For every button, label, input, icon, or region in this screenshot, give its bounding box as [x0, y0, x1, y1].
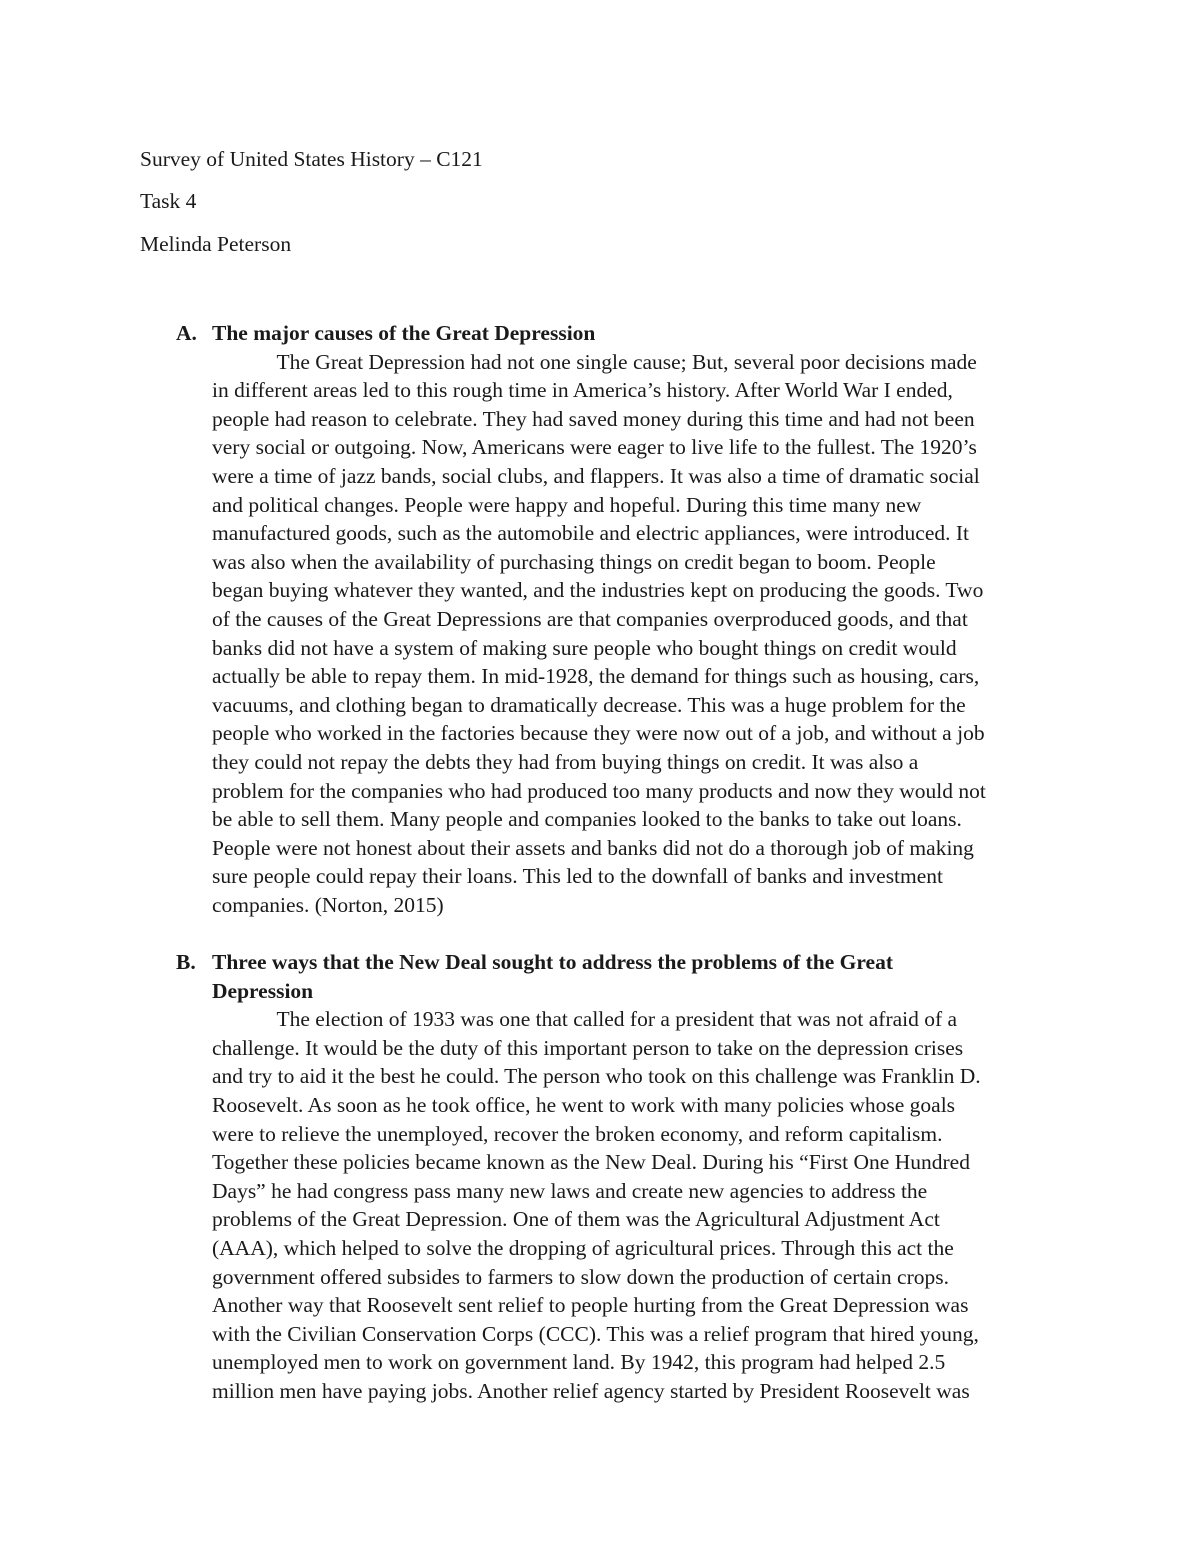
section-b-paragraph: The election of 1933 was one that called for a president that was not afraid of a challenge. It would be the duty of this important person to take on the depression crises and try to aid it the best he could. The person who took on this challenge was Franklin D. Roosevelt. As soon as he took office, he went to work with many policies whose goals were to relieve the unemployed, recover the broken economy, and reform capitalism. Together these policies became known as the New Deal. During his “First One Hundred Days” he had congress pass many new laws and create new agencies to address the problems of the Great Depression. One of them was the Agricultural Adjustment Act (AAA), which helped to solve the dropping of agricultural prices. Through this act the government offered subsides to farmers to slow down the production of certain crops. Another way that Roosevelt sent relief to people hurting from the Great Depression was with the Civilian Conservation Corps (CCC). This was a relief program that hired young, unemployed men to work on government land. By 1942, this program had helped 2.5 million men have paying jobs. Another relief agency started by President Roosevelt was	[212, 1007, 981, 1403]
section-a-heading: The major causes of the Great Depression	[212, 321, 596, 345]
section-a-letter: A.	[176, 321, 197, 345]
section-b-heading-line-1: Three ways that the New Deal sought to address the problems of the Great	[212, 950, 893, 974]
section-b-heading-line-2: Depression	[212, 978, 314, 1003]
author-name: Melinda Peterson	[140, 232, 292, 256]
section-b-body	[212, 948, 1070, 1406]
section-a-body	[212, 319, 1070, 919]
section-b-letter: B.	[176, 950, 196, 974]
course-title: Survey of United States History – C121	[140, 147, 483, 171]
task-label: Task 4	[140, 189, 197, 213]
section-a-paragraph: The Great Depression had not one single cause; But, several poor decisions made in different areas led to this rough time in America’s history. After World War I ended, people had reason to celebrate. They had saved money during this time and had not been very social or outgoing. Now, Americans were eager to live life to the fullest. The 1920’s were a time of jazz bands, social clubs, and flappers. It was also a time of dramatic social and political changes. People were happy and hopeful. During this time many new manufactured goods, such as the automobile and electric appliances, were introduced. It was also when the availability of purchasing things on credit began to boom. People began buying whatever they wanted, and the industries kept on producing the goods. Two of the causes of the Great Depressions are that companies overproduced goods, and that banks did not have a system of making sure people who bought things on credit would actually be able to repay them. In mid-1928, the demand for things such as housing, cars, vacuums, and clothing began to dramatically decrease. This was a huge problem for the people who worked in the factories because they were now out of a job, and without a job they could not repay the debts they had from buying things on credit. It was also a problem for the companies who had produced too many products and now they would not be able to sell them. Many people and companies looked to the banks to take out loans. People were not honest about their assets and banks did not do a thorough job of making sure people could repay their loans. This led to the downfall of banks and investment companies. (Norton, 2015)	[212, 349, 986, 917]
